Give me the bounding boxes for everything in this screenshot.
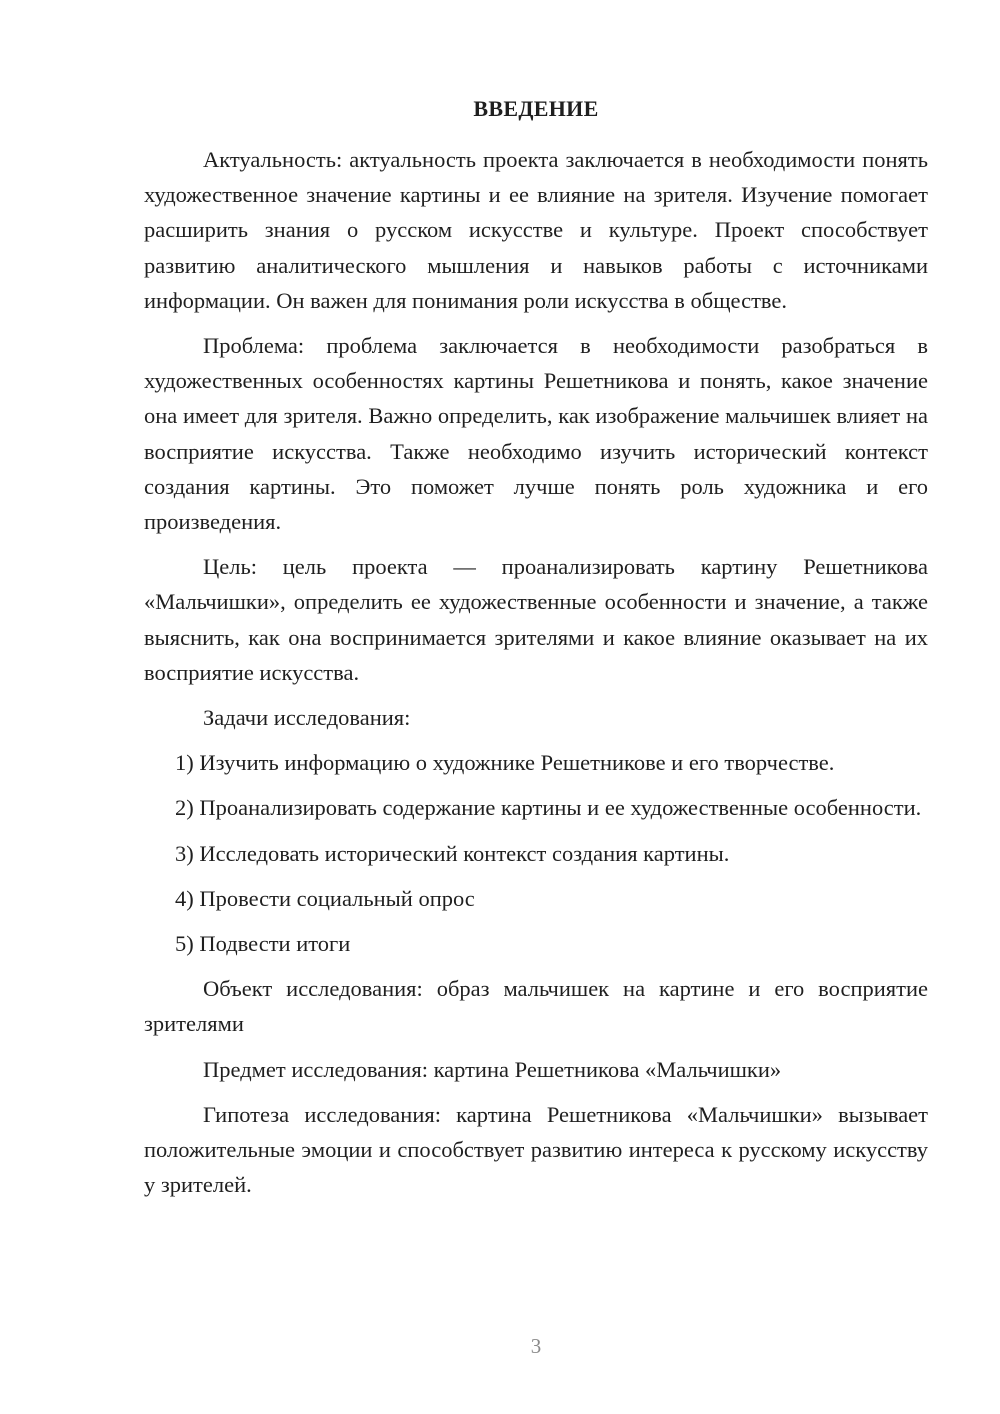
paragraph-subject: Предмет исследования: картина Решетникова «Мальчишки» [203, 1056, 782, 1082]
paragraph-hypothesis: Гипотеза исследования: картина Решетникова «Мальчишки» вызывает положительные эмоции и способствует развитию интереса к русскому искусству у зрителей. [144, 1101, 928, 1198]
page-number: 3 [530, 1334, 542, 1358]
document-body [144, 142, 928, 1212]
paragraph-relevance: Актуальность: актуальность проекта заключается в необходимости понять художественное значение картины и ее влияние на зрителя. Изучение помогает расширить знания о русском искусстве и культуре. Проект способствует развитию аналитического мышления и навыков работы с источниками информации. Он важен для понимания роли искусства в обществе. [144, 147, 928, 313]
task-item: 1) Изучить информацию о художнике Решетникове и его творчестве. [175, 750, 835, 776]
task-item: 5) Подвести итоги [175, 931, 351, 957]
task-item: 4) Провести социальный опрос [175, 885, 475, 911]
paragraph-tasks-heading: Задачи исследования: [203, 705, 411, 731]
paragraph-problem: Проблема: проблема заключается в необходимости разобраться в художественных особенностях картины Решетникова и понять, какое значение она имеет для зрителя. Важно определить, как изображение мальчишек влияет на восприятие искусства. Также необходимо изучить исторический контекст создания картины. Это поможет лучше понять роль художника и его произведения. [144, 333, 928, 535]
task-item: 2) Проанализировать содержание картины и ее художественные особенности. [175, 795, 922, 821]
section-title: ВВЕДЕНИЕ [473, 96, 599, 121]
paragraph-goal: Цель: цель проекта — проанализировать картину Решетникова «Мальчишки», определить ее художественные особенности и значение, а также выяснить, как она воспринимается зрителями и какое влияние оказывает на их восприятие искусства. [144, 554, 928, 685]
paragraph-object: Объект исследования: образ мальчишек на картине и его восприятие зрителями [144, 976, 928, 1037]
task-item: 3) Исследовать исторический контекст создания картины. [175, 840, 730, 866]
